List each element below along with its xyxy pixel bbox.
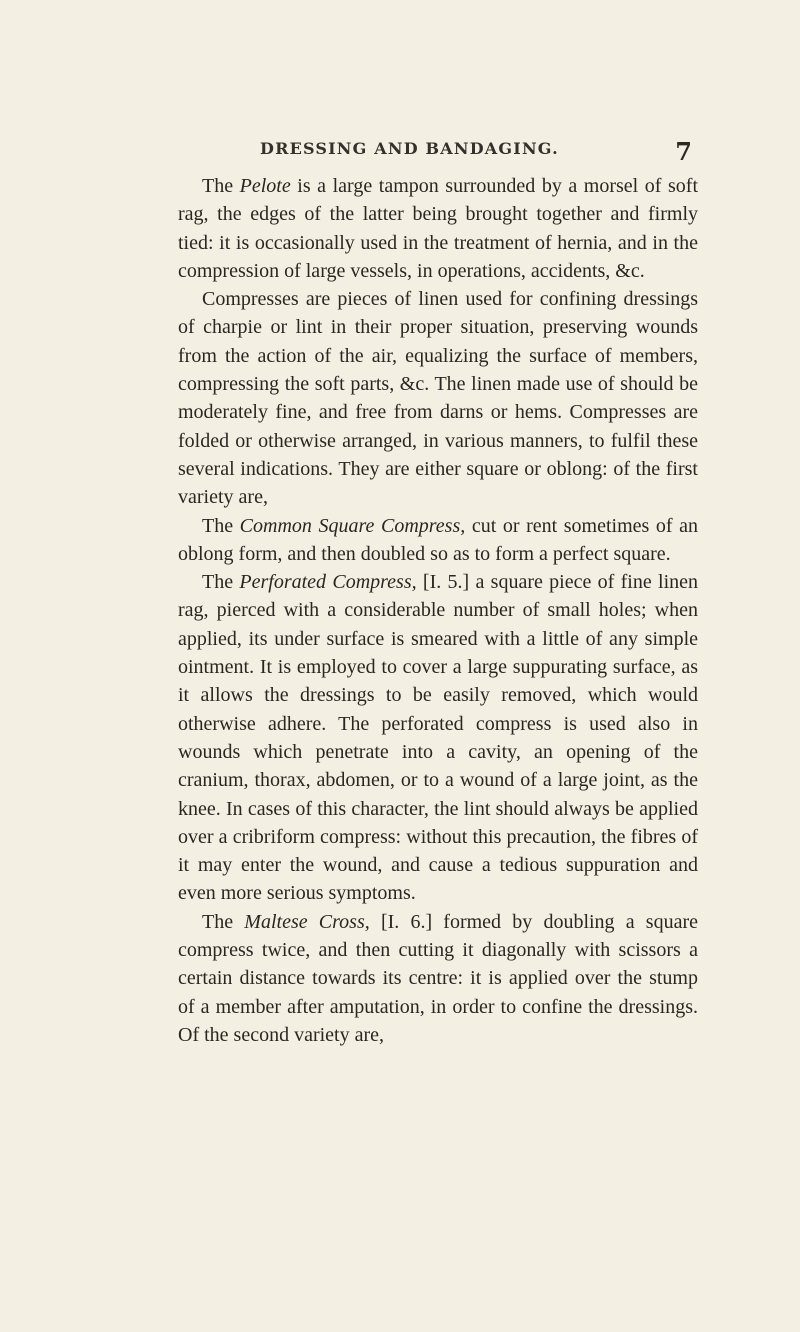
paragraph-text: is a large tampon surrounded by a morsel of soft rag, the edges of the latter being brought together and firmly tied: it is occasionally used in the treatment of hernia, and in the compression of large vessels, in operations, accidents, &c.	[178, 175, 699, 282]
paragraph-maltese-cross	[178, 908, 698, 1049]
italic-term: Perforated Compress,	[239, 571, 417, 594]
paragraph-lead: The	[202, 571, 240, 594]
paragraph-pelote	[178, 172, 698, 285]
italic-term: Common Square Compress,	[239, 514, 466, 537]
italic-term: Pelote	[239, 175, 291, 197]
paragraph-text: [I. 6.] formed by doubling a square compress twice, and then cutting it diagonally with scissors a certain distance towards its centre: it is applied over the stump of a member after amputation, in order to confine the dressings. Of the second variety are,	[178, 910, 699, 1046]
paragraph-compresses	[178, 285, 698, 511]
body-text	[178, 172, 698, 1049]
paragraph-perforated-compress	[178, 568, 698, 908]
paragraph-text: Compresses are pieces of linen used for confining dressings of charpie or lint in their proper situation, preserving wounds from the action of the air, equalizing the surface of members, compressing the soft parts, &c. The linen made use of should be moderately fine, and free from darns or hems. Compresses are folded or otherwise arranged, in various manners, to fulfil these several indications. They are either square or oblong: of the first variety are,	[178, 288, 698, 509]
paragraph-lead: The	[202, 175, 240, 197]
paragraph-common-square-compress	[178, 512, 698, 569]
paragraph-lead: The	[202, 910, 245, 933]
paragraph-lead: The	[202, 514, 240, 537]
running-head: DRESSING AND BANDAGING.	[260, 139, 559, 158]
page-header	[178, 137, 698, 167]
italic-term: Maltese Cross,	[244, 910, 370, 933]
paragraph-text: cut or rent sometimes of an oblong form, and then doubled so as to form a perfect square.	[178, 514, 698, 565]
paragraph-text: [I. 5.] a square piece of fine linen rag, pierced with a considerable number of small holes; when applied, its under surface is smeared with a little of any simple ointment. It is employed to cover a large suppurating surface, as it allows the dressings to be easily removed, which would otherwise adhere. The perforated compress is used also in wounds which penetrate into a cavity, an opening of the cranium, thorax, abdomen, or to a wound of a large joint, as the knee. In cases of this character, the lint should always be applied over a cribriform compress: without this precaution, the fibres of it may enter the wound, and cause a tedious suppuration and even more serious symptoms.	[178, 571, 698, 905]
page-number: 7	[675, 137, 692, 166]
